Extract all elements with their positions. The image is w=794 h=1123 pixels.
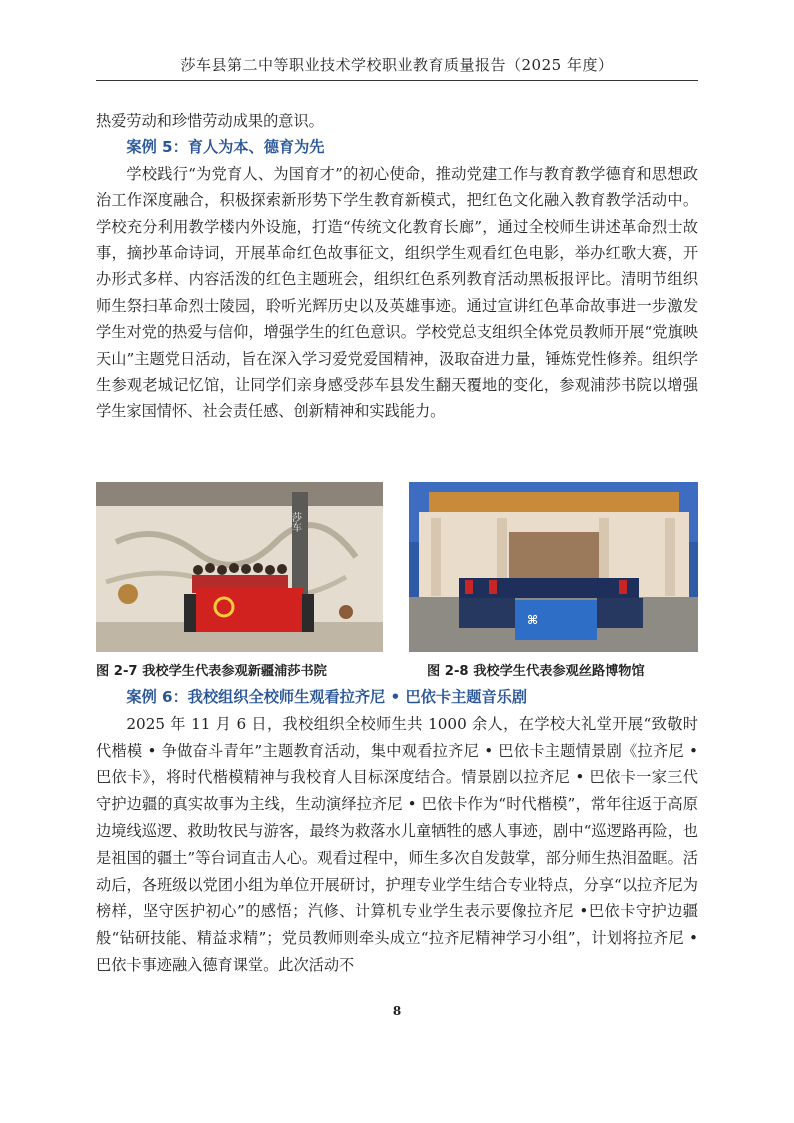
main-text-block-1 bbox=[96, 108, 698, 425]
page-number: 8 bbox=[392, 1004, 402, 1018]
svg-text:⌘: ⌘ bbox=[527, 613, 539, 627]
photo-row bbox=[96, 482, 698, 652]
main-text-block-2 bbox=[96, 684, 698, 979]
pusha-academy-photo bbox=[96, 482, 383, 652]
silk-road-museum-photo bbox=[409, 482, 698, 652]
figure-2-7-caption: 图 2-7 我校学生代表参观新疆浦莎书院 bbox=[96, 664, 327, 679]
photo-captions bbox=[96, 660, 698, 684]
case5-paragraph: 学校践行“为党育人、为国育才”的初心使命，推动党建工作与教育教学德育和思想政治工作深度融合，积极探索新形势下学生教育新模式，把红色文化融入教育教学活动中。学校充分利用教学楼内外设施，打造“传统文化教育长廊”，通过全校师生讲述革命烈士故事，摘抄革命诗词，开展革命红色故事征文，组织学生观看红色电影，举办红歌大赛，开办形式多样、内容活泼的红色主题班会，组织红色系列教育活动黑板报评比。清明节组织师生祭扫革命烈士陵园，聆听光辉历史以及英雄事迹。通过宣讲红色革命故事进一步激发学生对党的热爱与信仰，增强学生的红色意识。学校党总支组织全体党员教师开展“党旗映天山”主题党日活动，旨在深入学习爱党爱国精神，汲取奋进力量，锤炼党性修养。组织学生参观老城记忆馆，让同学们亲身感受莎车县发生翻天覆地的变化，参观浦莎书院以增强学生家国情怀、社会责任感、创新精神和实践能力。 bbox=[96, 164, 698, 421]
case6-paragraph: 2025 年 11 月 6 日，我校组织全校师生共 1000 余人，在学校大礼堂开展“致敬时代楷模 • 争做奋斗青年”主题教育活动，集中观看拉齐尼 • 巴依卡主题情景剧《拉齐尼 • 巴依卡》，将时代楷模精神与我校育人目标深度结合。情景剧以拉齐尼 • 巴依卡一家三代守护边疆的真实故事为主线，生动演绎拉齐尼 • 巴依卡作为“时代楷模”，常年往返于高原边境线巡逻、救助牧民与游客，最终为救落水儿童牺牲的感人事迹，剧中“巡逻路再险，也是祖国的疆土”等台词直击人心。观看过程中，师生多次自发鼓掌，部分师生热泪盈眶。活动后，各班级以党团小组为单位开展研讨，护理专业学生结合专业特点，分享“以拉齐尼为榜样，坚守医护初心”的感悟；汽修、计算机专业学生表示要像拉齐尼 •巴依卡守护边疆般“钻研技能、精益求精”；党员教师则牵头成立“拉齐尼精神学习小组”，计划将拉齐尼 • 巴依卡事迹融入德育课堂。此次活动不 bbox=[96, 714, 698, 974]
case5-heading: 案例 5：育人为本、德育为先 bbox=[126, 138, 325, 157]
case6-heading: 案例 6：我校组织全校师生观看拉齐尼 • 巴依卡主题音乐剧 bbox=[126, 688, 528, 706]
figure-2-8-caption: 图 2-8 我校学生代表参观丝路博物馆 bbox=[427, 664, 645, 679]
page-header-title: 莎车县第二中等职业技术学校职业教育质量报告（2025 年度） bbox=[180, 56, 614, 74]
paragraph-continuation: 热爱劳动和珍惜劳动成果的意识。 bbox=[96, 112, 324, 130]
wall-sign-text: 莎车 bbox=[289, 512, 301, 532]
header-divider bbox=[96, 80, 698, 81]
